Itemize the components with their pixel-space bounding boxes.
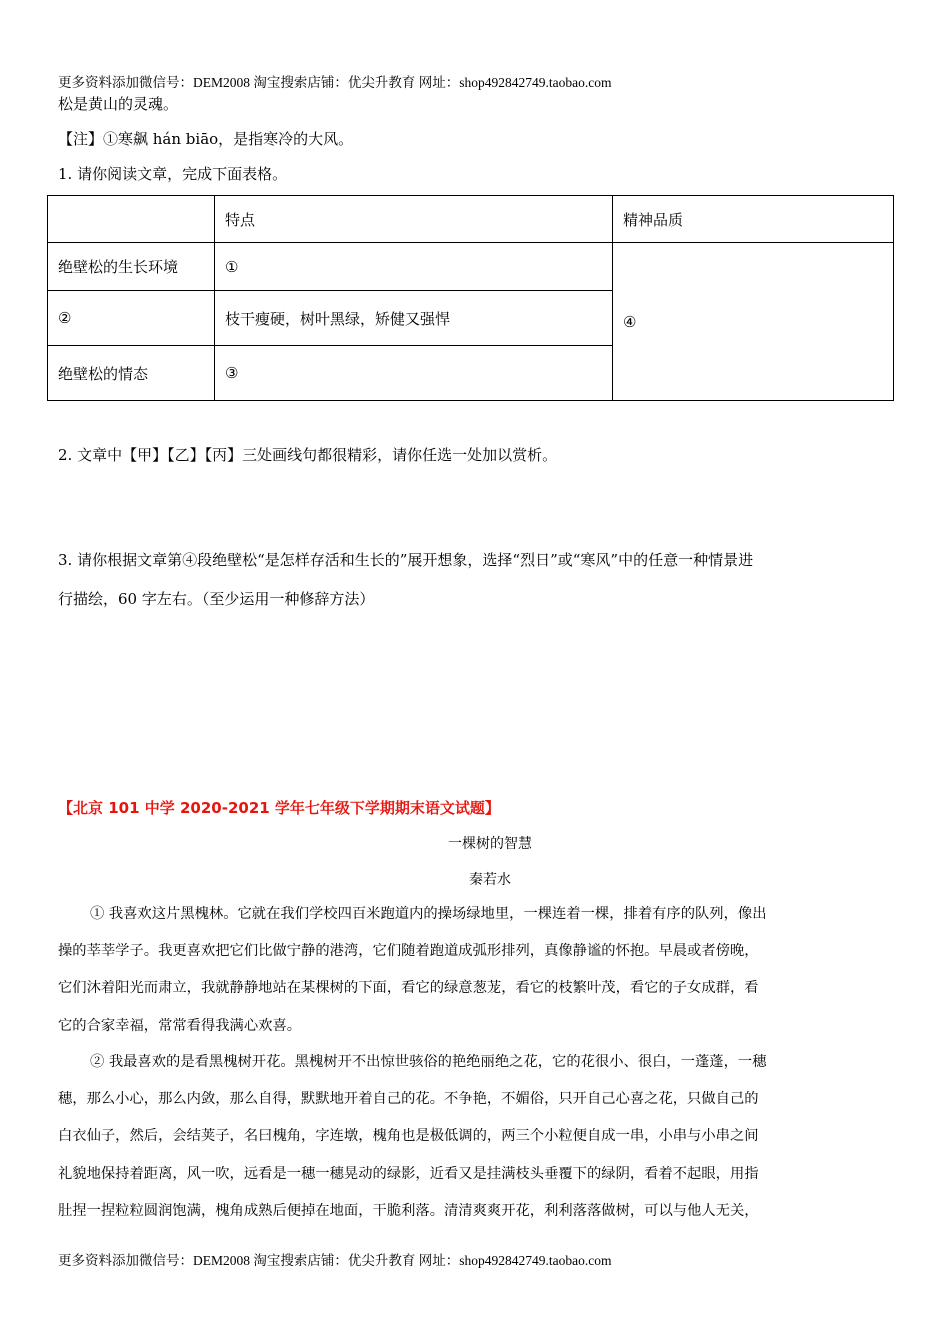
question-2: 2. 文章中【甲】【乙】【丙】三处画线句都很精彩，请你任选一处加以赏析。	[58, 446, 558, 464]
paragraph-line: 肚捏一捏粒粒圆润饱满，槐角成熟后便掉在地面，干脆利落。清清爽爽开花，利利落落做树，可以与他人无关，	[58, 1202, 759, 1219]
article-paragraph-2-cont	[58, 1081, 888, 1230]
paragraph-line: 操的莘莘学子。我更喜欢把它们比做宁静的港湾，它们随着跑道成弧形排列，真像静谧的怀抱。早晨或者傍晚，	[58, 943, 759, 959]
answer-table	[47, 195, 894, 401]
annotation-note: 【注】①寒飙 hán biāo，是指寒冷的大风。	[58, 130, 354, 148]
table-spirit-cell: ④	[613, 243, 894, 401]
section-title: 【北京 101 中学 2020-2021 学年七年级下学期期末语文试题】	[58, 799, 500, 817]
page-footer: 更多资料添加微信号：DEM2008 淘宝搜索店铺：优尖升教育 网址：shop492842749.taobao.com	[58, 1253, 612, 1268]
table-row-feature: ③	[215, 346, 613, 401]
table-row-label: 绝壁松的情态	[48, 346, 215, 401]
table-row-feature: ①	[215, 243, 613, 291]
article-paragraph-2	[90, 1044, 880, 1081]
article-paragraph-1	[90, 896, 880, 933]
paragraph-line: ② 我最喜欢的是看黑槐树开花。黑槐树开不出惊世骇俗的艳绝丽绝之花，它的花很小、很白，一蓬蓬，一穗	[90, 1054, 767, 1070]
intro-line: 松是黄山的灵魂。	[58, 95, 179, 113]
table-row-feature: 枝干瘦硬，树叶黑绿，矫健又强悍	[215, 291, 613, 346]
question-1: 1. 请你阅读文章，完成下面表格。	[58, 165, 288, 183]
paragraph-line: ① 我喜欢这片黑槐林。它就在我们学校四百米跑道内的操场绿地里，一棵连着一棵，排着有序的队列，像出	[90, 906, 767, 922]
table-header-blank	[48, 196, 215, 243]
paragraph-line: 白衣仙子，然后，会结荚子，名曰槐角，字连墩，槐角也是极低调的，两三个小粒便自成一串，小串与小串之间	[58, 1128, 759, 1145]
question-3-line1: 3. 请你根据文章第④段绝壁松“是怎样存活和生长的”展开想象，选择“烈日”或“寒风”中的任意一种情景进	[58, 551, 754, 569]
table-header-spirit: 精神品质	[613, 196, 894, 243]
page-header: 更多资料添加微信号：DEM2008 淘宝搜索店铺：优尖升教育 网址：shop492842749.taobao.com	[58, 75, 612, 90]
article-paragraph-1-cont	[58, 933, 888, 1045]
article-author: 秦若水	[469, 872, 511, 888]
paragraph-line: 礼貌地保持着距离，风一吹，远看是一穗一穗晃动的绿影，近看又是挂满枝头垂覆下的绿阴，看着不起眼，用指	[58, 1165, 759, 1182]
article-title: 一棵树的智慧	[448, 836, 532, 852]
table-row-label: ②	[48, 291, 215, 346]
paragraph-line: 它的合家幸福，常常看得我满心欢喜。	[58, 1017, 302, 1034]
paragraph-line: 穗，那么小心，那么内敛，那么自得，默默地开着自己的花。不争艳，不媚俗，只开自己心喜之花，只做自己的	[58, 1091, 759, 1107]
table-row-label: 绝壁松的生长环境	[48, 243, 215, 291]
question-3-line2: 行描绘，60 字左右。（至少运用一种修辞方法）	[58, 590, 375, 608]
paragraph-line: 它们沐着阳光而肃立，我就静静地站在某棵树的下面，看它的绿意葱茏，看它的枝繁叶茂，看它的子女成群，看	[58, 980, 759, 997]
table-header-feature: 特点	[215, 196, 613, 243]
